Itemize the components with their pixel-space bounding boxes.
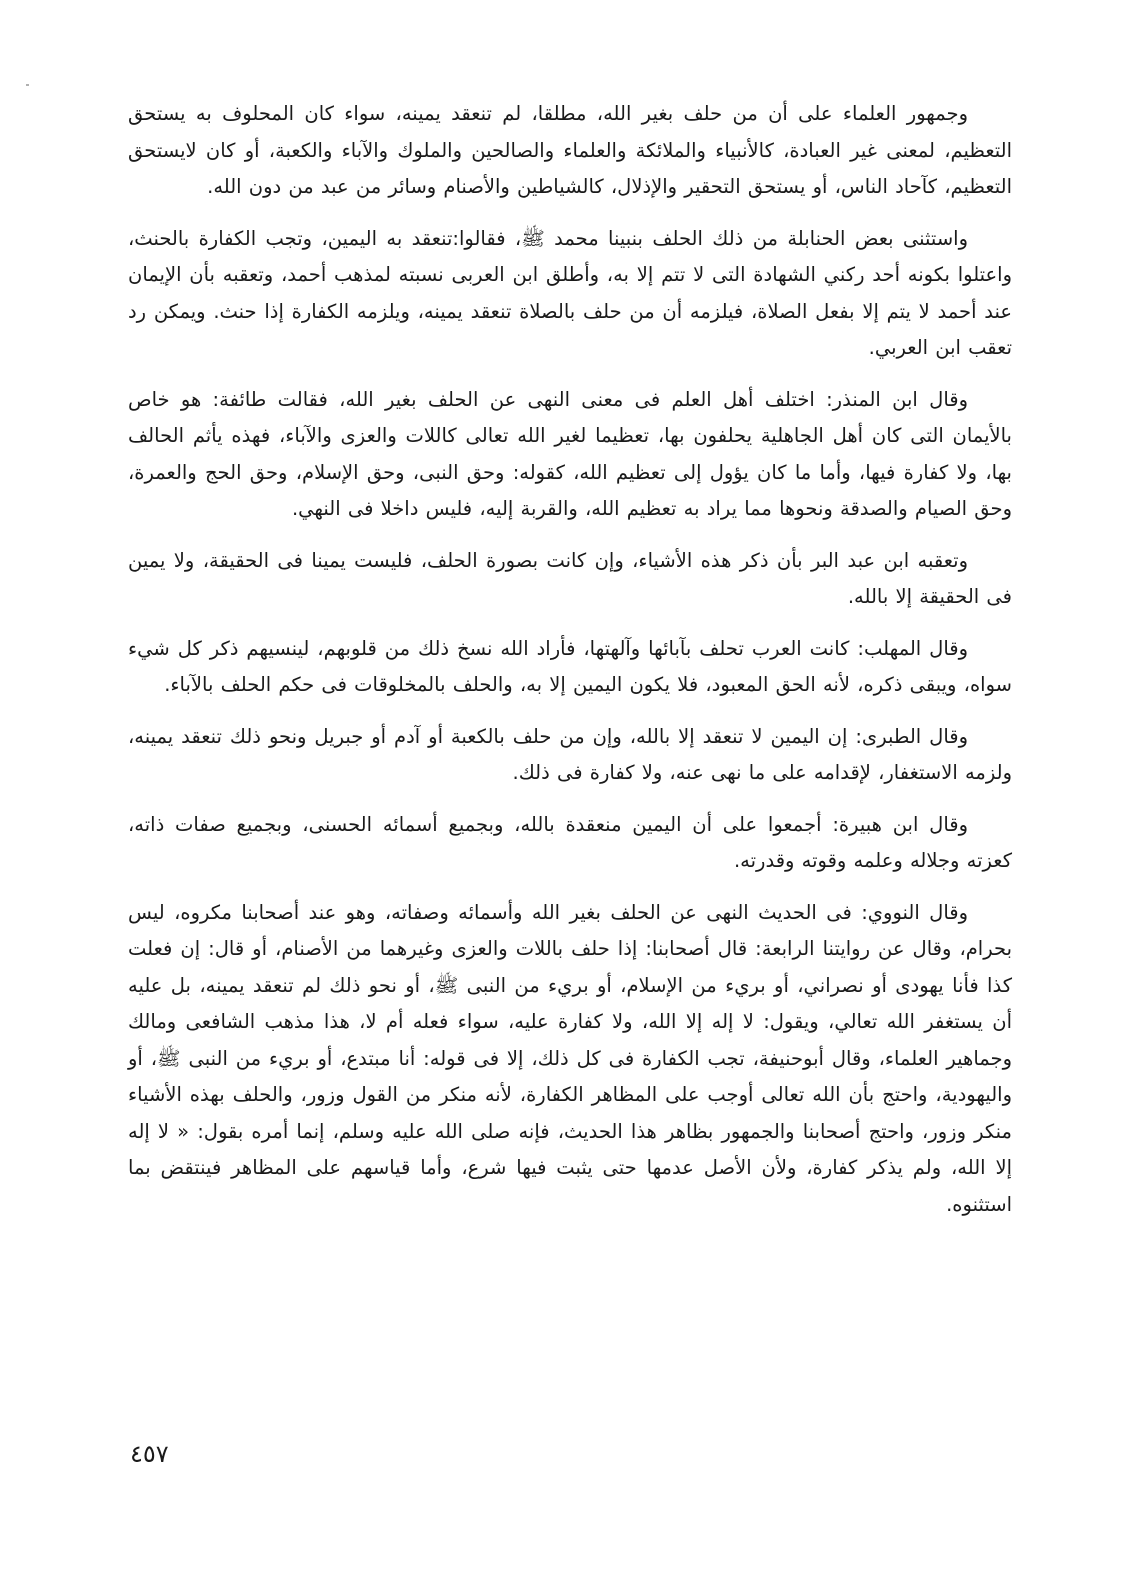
paragraph-al-muhallab: وقال المهلب: كانت العرب تحلف بآبائها وآلهتها، فأراد الله نسخ ذلك من قلوبهم، لينسيهم ذكر كل شيء سواه، ويبقى ذكره، لأنه الحق المعبود، فلا يكون اليمين إلا به، والحلف بالمخلوقات فى حكم الحلف بالآباء. (128, 636, 1012, 696)
scan-speck (26, 84, 29, 86)
paragraph-al-tabari: وقال الطبرى: إن اليمين لا تنعقد إلا بالله، وإن من حلف بالكعبة أو آدم أو جبريل ونحو ذلك تنعقد يمينه، ولزمه الاستغفار، لإقدامه على ما نهى عنه، ولا كفارة فى ذلك. (128, 724, 1012, 784)
paragraph-majority-scholars: وجمهور العلماء على أن من حلف بغير الله، مطلقا، لم تنعقد يمينه، سواء كان المحلوف به يستحق التعظيم، لمعنى غير العبادة، كالأنبياء والملائكة والعلماء والصالحين والملوك والآباء والكعبة، أو كان لايستحق التعظيم، كآحاد الناس، أو يستحق التحقير والإذلال، كالشياطين والأصنام وسائر من عبد من دون الله. (128, 102, 1012, 198)
page-number: ٤٥٧ (130, 1440, 169, 1468)
paragraph-ibn-hubayra: وقال ابن هبيرة: أجمعوا على أن اليمين منعقدة بالله، وبجميع أسمائه الحسنى، وبجميع صفات ذاته، كعزته وجلاله وعلمه وقوته وقدرته. (128, 812, 1012, 872)
paragraph-al-nawawi: وقال النووي: فى الحديث النهى عن الحلف بغير الله وأسمائه وصفاته، وهو عند أصحابنا مكروه، ليس بحرام، وقال عن روايتنا الرابعة: قال أصحابنا: إذا حلف باللات والعزى وغيرهما من الأصنام، أو قال: إن فعلت كذا فأنا يهودى أو نصراني، أو بريء من الإسلام، أو بريء من النبى ﷺ، أو نحو ذلك لم تنعقد يمينه، بل عليه أن يستغفر الله تعالي، ويقول: لا إله إلا الله، ولا كفارة عليه، سواء فعله أم لا، هذا مذهب الشافعى ومالك وجماهير العلماء، وقال أبوحنيفة، تجب الكفارة فى كل ذلك، إلا فى قوله: أنا مبتدع، أو بريء من النبى ﷺ، أو واليهودية، واحتج بأن الله تعالى أوجب على المظاهر الكفارة، لأنه منكر من القول وزور، والحلف بهذه الأشياء منكر وزور، واحتج أصحابنا والجمهور بظاهر هذا الحديث، فإنه صلى الله عليه وسلم، إنما أمره بقول: « لا إله إلا الله، ولم يذكر كفارة، ولأن الأصل عدمها حتى يثبت فيها شرع، وأما قياسهم على المظاهر فينتقض بما استثنوه. (128, 900, 1012, 1216)
paragraph-ibn-abd-al-barr: وتعقبه ابن عبد البر بأن ذكر هذه الأشياء، وإن كانت بصورة الحلف، فليست يمينا فى الحقيقة، ولا يمين فى الحقيقة إلا بالله. (128, 548, 1012, 608)
paragraph-hanbali-exception: واستثنى بعض الحنابلة من ذلك الحلف بنبينا محمد ﷺ، فقالوا:تنعقد به اليمين، وتجب الكفارة بالحنث، واعتلوا بكونه أحد ركني الشهادة التى لا تتم إلا به، وأطلق ابن العربى نسبته لمذهب أحمد، وتعقبه بأن الإيمان عند أحمد لا يتم إلا بفعل الصلاة، فيلزمه أن من حلف بالصلاة تنعقد يمينه، ويلزمه الكفارة إذا حنث. ويمكن رد تعقب ابن العربي. (128, 226, 1012, 359)
paragraph-ibn-al-mundhir: وقال ابن المنذر: اختلف أهل العلم فى معنى النهى عن الحلف بغير الله، فقالت طائفة: هو خاص بالأيمان التى كان أهل الجاهلية يحلفون بها، تعظيما لغير الله تعالى كاللات والعزى والآباء، فهذه يأثم الحالف بها، ولا كفارة فيها، وأما ما كان يؤول إلى تعظيم الله، كقوله: وحق النبى، وحق الإسلام، وحق الحج والعمرة، وحق الصيام والصدقة ونحوها مما يراد به تعظيم الله، والقربة إليه، فليس داخلا فى النهي. (128, 387, 1012, 520)
document-body (128, 96, 1012, 1238)
